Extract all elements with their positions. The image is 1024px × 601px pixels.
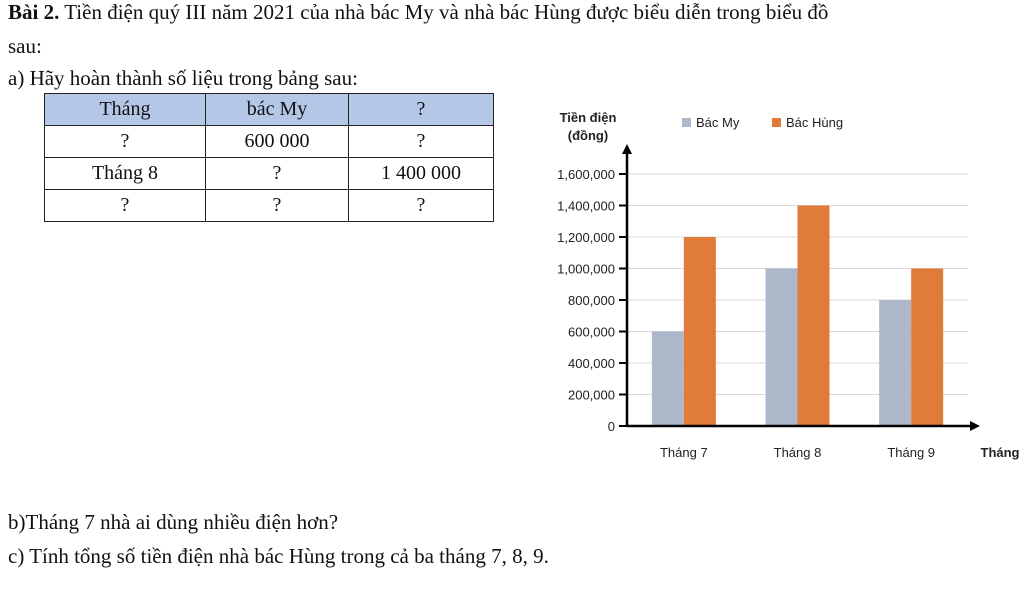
bar-bac-hung: [684, 237, 716, 426]
problem-heading: [8, 0, 828, 24]
bar-bac-my: [879, 300, 911, 426]
x-axis-arrow: [970, 421, 980, 431]
part-b-text: b)Tháng 7 nhà ai dùng nhiều điện hơn?: [8, 510, 339, 534]
table-cell: ?: [349, 190, 494, 222]
bar-bac-my: [766, 269, 798, 427]
x-tick-label: Tháng 9: [887, 445, 936, 460]
table-cell: ?: [349, 126, 494, 158]
x-tick-label: Tháng 8: [773, 445, 822, 460]
problem-intro: Tiền điện quý III năm 2021 của nhà bác My và nhà bác Hùng được biểu diễn trong biểu đồ: [64, 0, 829, 24]
bar-bac-my: [652, 332, 684, 427]
y-axis-label: Tiền điện: [559, 110, 617, 125]
table-cell: 600 000: [206, 126, 349, 158]
table-row: [45, 126, 494, 158]
y-tick-label: 600,000: [568, 324, 615, 340]
table-header-cell: ?: [349, 94, 494, 126]
y-tick-label: 1,600,000: [557, 167, 615, 182]
y-tick-label: 1,000,000: [557, 261, 615, 277]
table-row: [45, 190, 494, 222]
table-row: [45, 158, 494, 190]
y-axis-label-unit: (đồng): [567, 128, 609, 143]
legend-swatch: [682, 118, 691, 127]
problem-label: Bài 2.: [8, 0, 60, 24]
legend-label: Bác My: [696, 115, 740, 130]
bar-bac-hung: [911, 269, 943, 427]
legend-label: Bác Hùng: [786, 115, 844, 130]
legend-swatch: [772, 118, 781, 127]
table-cell: 1 400 000: [349, 158, 494, 190]
table-cell: Tháng 8: [45, 158, 206, 190]
part-c-text: c) Tính tổng số tiền điện nhà bác Hùng trong cả ba tháng 7, 8, 9.: [8, 544, 549, 568]
bar-chart: [510, 100, 1020, 470]
y-tick-label: 0: [607, 419, 615, 434]
x-tick-label: Tháng 7: [659, 445, 708, 460]
table-cell: ?: [45, 190, 206, 222]
y-tick-label: 800,000: [568, 293, 615, 308]
x-axis-label: Tháng: [980, 445, 1020, 460]
table-cell: ?: [206, 190, 349, 222]
y-tick-label: 1,400,000: [557, 198, 615, 214]
table-header-row: [45, 94, 494, 126]
bar-bac-hung: [798, 206, 830, 427]
table-header-cell: Tháng: [45, 94, 206, 126]
problem-intro-continued: sau:: [8, 34, 42, 58]
table-cell: ?: [206, 158, 349, 190]
part-a-text: a) Hãy hoàn thành số liệu trong bảng sau:: [8, 66, 358, 90]
y-tick-label: 400,000: [568, 356, 615, 371]
data-table: [44, 93, 494, 222]
y-axis-arrow: [622, 144, 632, 154]
table-cell: ?: [45, 126, 206, 158]
table-header-cell: bác My: [206, 94, 349, 126]
y-tick-label: 200,000: [568, 387, 615, 403]
y-tick-label: 1,200,000: [557, 230, 615, 245]
